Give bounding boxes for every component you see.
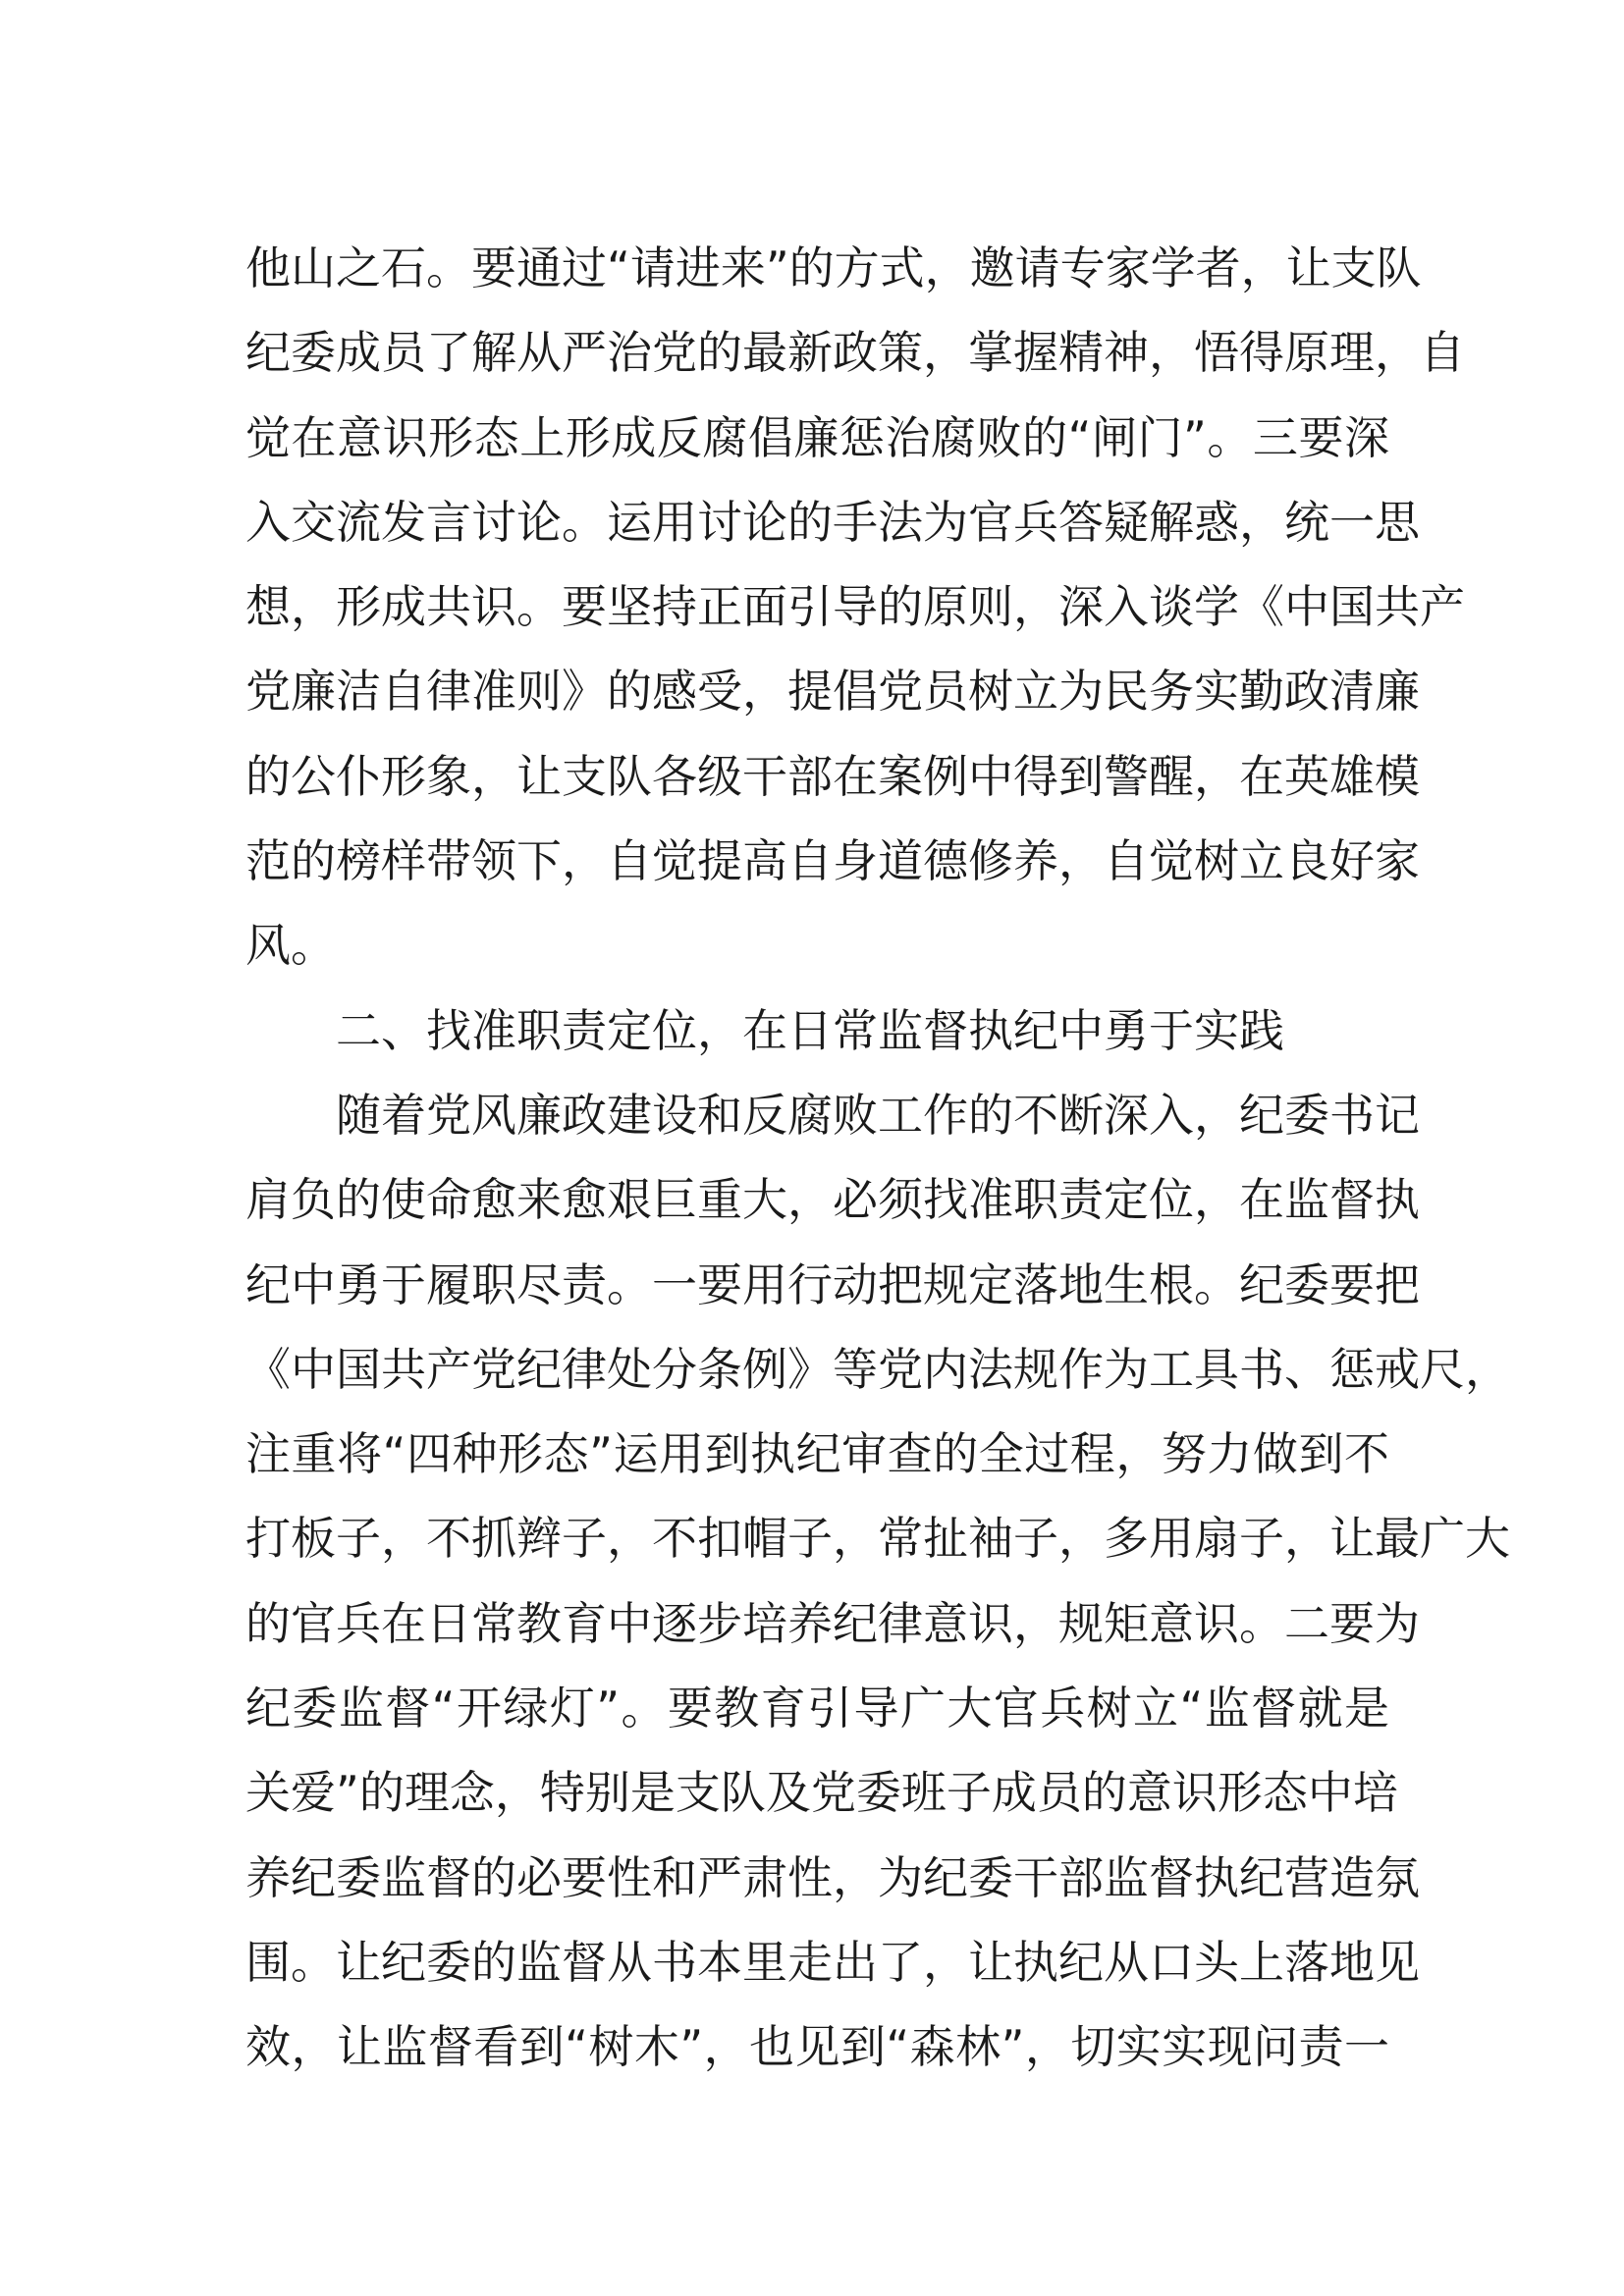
text-line: 注重将“四种形态”运用到执纪审查的全过程，努力做到不: [245, 1427, 1389, 1481]
text-line: 纪中勇于履职尽责。一要用行动把规定落地生根。纪委要把: [245, 1257, 1420, 1311]
text-line: 随着党风廉政建设和反腐败工作的不断深入，纪委书记: [336, 1088, 1420, 1142]
text-line: 围。让纪委的监督从书本里走出了，让执纪从口头上落地见: [245, 1935, 1420, 1989]
text-line: 他山之石。要通过“请进来”的方式，邀请专家学者，让支队: [245, 241, 1422, 294]
text-line: 《中国共产党纪律处分条例》等党内法规作为工具书、惩戒尺，: [245, 1342, 1510, 1396]
text-line: 风。: [245, 919, 336, 973]
text-line: 的官兵在日常教育中逐步培养纪律意识，规矩意识。二要为: [245, 1596, 1420, 1650]
text-line: 纪委监督“开绿灯”。要教育引导广大官兵树立“监督就是: [245, 1682, 1389, 1735]
section-heading: 二、找准职责定位，在日常监督执纪中勇于实践: [336, 1003, 1284, 1057]
body-text: [245, 226, 1510, 2090]
text-line: 效，让监督看到“树木”，也见到“森林”，切实实现问责一: [245, 2020, 1389, 2074]
text-line: 纪委成员了解从严治党的最新政策，掌握精神，悟得原理，自: [245, 326, 1465, 380]
text-line: 想，形成共识。要坚持正面引导的原则，深入谈学《中国共产: [245, 580, 1465, 634]
text-line: 范的榜样带领下，自觉提高自身道德修养，自觉树立良好家: [245, 834, 1420, 888]
text-line: 觉在意识形态上形成反腐倡廉惩治腐败的“闸门”。三要深: [245, 410, 1389, 464]
text-line: 肩负的使命愈来愈艰巨重大，必须找准职责定位，在监督执: [245, 1173, 1420, 1227]
text-line: 入交流发言讨论。运用讨论的手法为官兵答疑解惑，统一思: [245, 495, 1420, 549]
text-line: 打板子，不抓辫子，不扣帽子，常扯袖子，多用扇子，让最广大: [245, 1512, 1510, 1566]
text-line: 的公仆形象，让支队各级干部在案例中得到警醒，在英雄模: [245, 749, 1420, 803]
text-line: 关爱”的理念，特别是支队及党委班子成员的意识形态中培: [245, 1766, 1398, 1820]
text-line: 党廉洁自律准则》的感受，提倡党员树立为民务实勤政清廉: [245, 665, 1420, 719]
text-line: 养纪委监督的必要性和严肃性，为纪委干部监督执纪营造氛: [245, 1850, 1420, 1904]
